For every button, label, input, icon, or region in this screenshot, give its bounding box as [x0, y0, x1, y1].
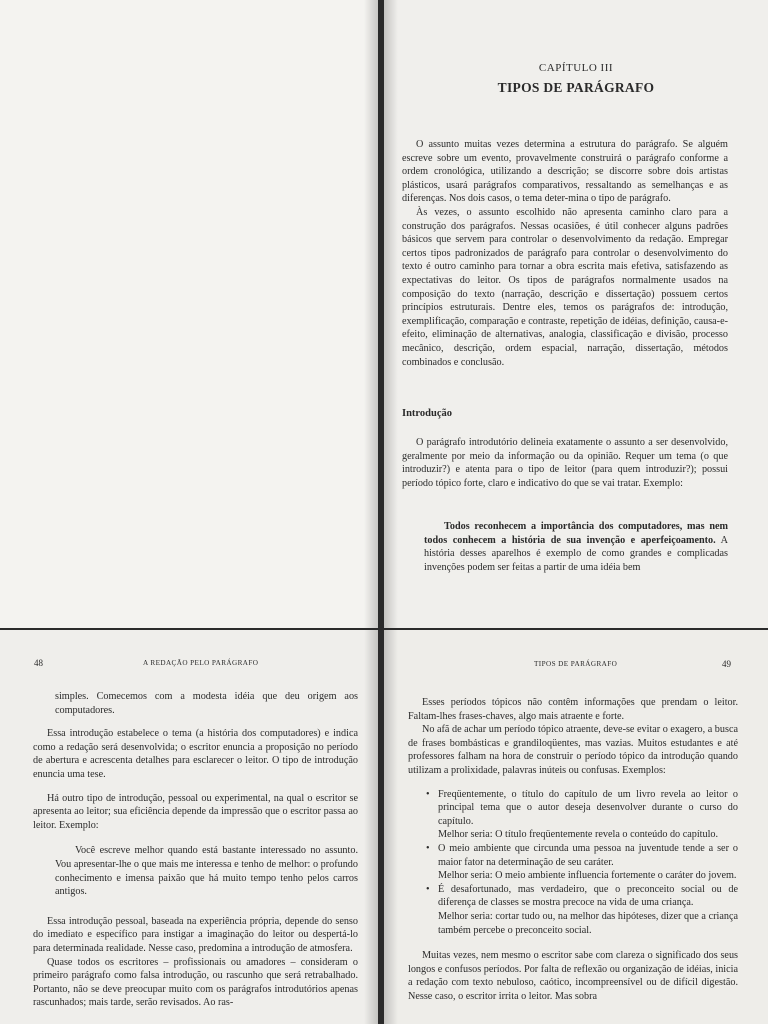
- bullet-icon: •: [426, 788, 430, 800]
- intro-paragraph: [402, 436, 728, 490]
- page-body: [33, 690, 358, 1010]
- running-head: TIPOS DE PARÁGRAFO: [534, 660, 618, 668]
- example-sentence: O meio ambiente que circunda uma pessoa na juventude tende a ser o maior fator na determinação de seu caráter.: [438, 842, 738, 868]
- list-item: [426, 842, 738, 883]
- paragraph: O assunto muitas vezes determina a estrutura do parágrafo. Se alguém escreve sobre um evento, provavelmente construirá o parágrafo conforme a ordem cronológica, utilizando a descrição; se discorre sobre dois artistas plásticos, usará parágrafos comparativos, ressaltando as semelhanças e as diferenças. Nos dois casos, o tema deter-mina o tipo de parágrafo.: [402, 139, 728, 205]
- paragraph: Quase todos os escritores – profissionais ou amadores – consideram o primeiro parágrafo como falsa introdução, ou rascunho que será retrabalhado. Portanto, não se deve preocupar muito com os parágrafos introdutórios apenas rascunhados; mais tarde, serão revisados. Ao ras-: [33, 956, 358, 1009]
- paragraph: Às vezes, o assunto escolhido não apresenta caminho claro para a construção dos parágrafos. Nessas ocasiões, é útil conhecer alguns padrões básicos que servem para controlar o desenvolvimento da redação. Empregar certos tipos padronizados de parágrafo para controlar o desenvolvimento do texto é outro caminho para tornar a obra escrita mais efetiva, satisfazendo as expectativas do leitor. Os tipos de parágrafos normalmente usados na composição do texto (narração, descrição e dissertação) possuem certos princípios estruturais. Dentre eles, temos os parágrafos de: introdução, exemplificação, comparação e contraste, repetição de idéias, definição, causa-e-efeito, eliminação de alternativas, analogia, classificação e divisão, processo mecânico, descrição, ordem espacial, narração, dissertação, métodos combinados e conclusão.: [402, 206, 728, 368]
- example-paragraph: [424, 520, 728, 574]
- examples-list: [408, 788, 738, 938]
- spine-shadow: [364, 0, 378, 628]
- page-body: [408, 696, 738, 1003]
- paragraph: simples. Comecemos com a modesta idéia que deu origem aos computadores.: [55, 691, 358, 716]
- example-text: A história desses aparelhos é exemplo de como grandes e complicadas invenções podem ser feitas a partir de uma idéia bem: [424, 534, 728, 573]
- better-version: Melhor seria: O título freqüentemente revela o conteúdo do capítulo.: [438, 829, 719, 841]
- page-number: 49: [722, 659, 731, 669]
- example-block: [424, 520, 728, 574]
- quote-paragraph: Você escreve melhor quando está bastante interessado no assunto. Vou apresentar-lhe o que mais me interessa e tenho de melhor: o profundo conhecimento e imensa paixão que há muito tempo tenho pelos carros antigos.: [55, 845, 358, 898]
- chapter-title: TIPOS DE PARÁGRAFO: [497, 80, 655, 95]
- blank-page: [0, 0, 378, 628]
- paragraph: O parágrafo introdutório delineia exatamente o assunto a ser desenvolvido, geralmente por meio da informação ou da opinião. Requer um tema (o que introduzir?) e atenta para o tipo de leitor (para quem introduzir?); possui período tópico forte, claro e indicativo do que se vai tratar. Exemplo:: [402, 437, 728, 489]
- list-item: [426, 788, 738, 842]
- running-head: A REDAÇÃO PELO PARÁGRAFO: [143, 659, 259, 667]
- chapter-intro-text: [402, 138, 728, 369]
- example-bold-text: Todos reconhecem a importância dos computadores, mas nem todos conhecem a história de sua invenção e aperfeiçoamento.: [424, 521, 728, 546]
- better-version: Melhor seria: cortar tudo ou, na melhor das hipóteses, dizer que a criança também percebe o preconceito social.: [438, 910, 738, 936]
- page-48: [0, 630, 378, 1024]
- bullet-icon: •: [426, 883, 430, 895]
- paragraph: No afã de achar um período tópico atraente, deve-se evitar o exagero, a busca de frases bombásticas e grandiloqüentes, mas vazias. Muitos estudantes e até professores falham na hora de construir o período tópico da introdução quando utilizam a prolixidade, palavras inúteis ou confusas. Exemplos:: [408, 724, 738, 776]
- example-sentence: É desafortunado, mas verdadeiro, que o preconceito social ou de diferença de classes se mostra precoce na vida de uma criança.: [438, 883, 738, 909]
- spine-shadow: [384, 630, 398, 1024]
- section-heading: Introdução: [402, 408, 452, 419]
- page-49: [384, 630, 768, 1024]
- paragraph: Esses períodos tópicos não contêm informações que prendam o leitor. Faltam-lhes frases-chaves, algo mais atraente e forte.: [408, 697, 738, 722]
- chapter-label: CAPÍTULO III: [538, 62, 614, 74]
- paragraph: Muitas vezes, nem mesmo o escritor sabe com clareza o significado dos seus longos e confusos períodos. Por falta de reflexão ou organização de idéias, inicia a redação com texto nebuloso, caótico, incompreensível ou de difícil digestão. Nesse caso, o escritor irrita o leitor. Mas sobra: [408, 950, 738, 1002]
- paragraph: Essa introdução pessoal, baseada na experiência própria, depende do senso do imediato e específico para instigar a imaginação do leitor ou despertá-lo para determinada realidade. Nesse caso, predomina a introdução de atmosfera.: [33, 915, 358, 954]
- spine-shadow: [364, 630, 378, 1024]
- page-number: 48: [34, 658, 43, 668]
- paragraph: Há outro tipo de introdução, pessoal ou experimental, na qual o escritor se apresenta ao leitor; sua eficiência depende da impressão que o escritor passa ao leitor. Exemplo:: [33, 792, 358, 831]
- paragraph: Essa introdução estabelece o tema (a história dos computadores) e indica como a redação será desenvolvida; o escritor enuncia a proposição no período de abertura e acrescenta detalhes para esclarecer o leitor. O tipo de introdução enuncia uma tese.: [33, 728, 358, 780]
- chapter-opening-page: [384, 0, 768, 628]
- example-sentence: Freqüentemente, o título do capítulo de um livro revela ao leitor o principal tema que o autor deseja desenvolver durante o curso do capítulo.: [438, 788, 738, 827]
- list-item: [426, 883, 738, 937]
- bullet-icon: •: [426, 842, 430, 854]
- better-version: Melhor seria: O meio ambiente influencia fortemente o caráter do jovem.: [438, 870, 737, 882]
